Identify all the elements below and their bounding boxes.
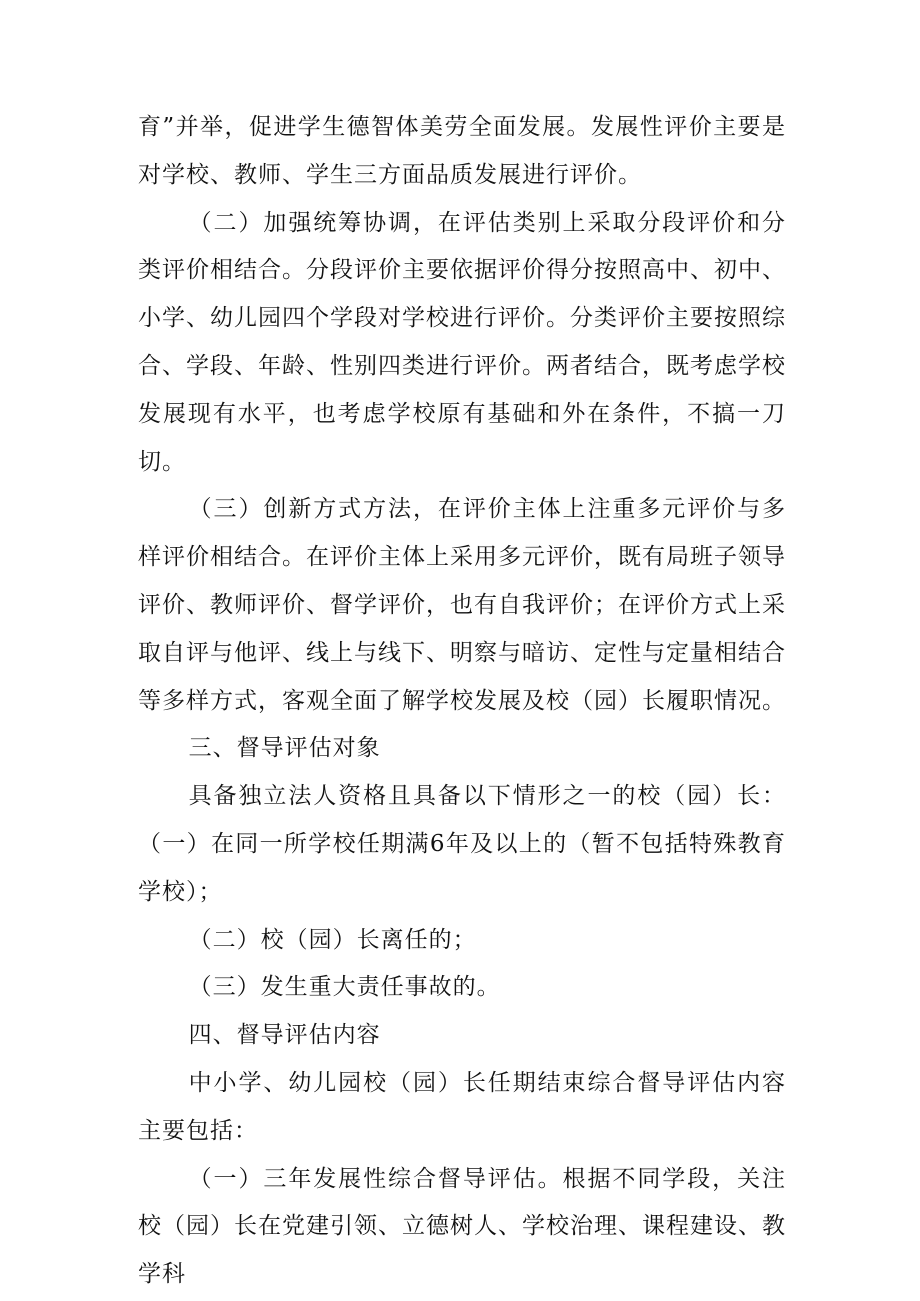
paragraph-eligibility: 具备独立法人资格且具备以下情形之一的校（园）长：（一）在同一所学校任期满6年及以上的（暂不包括特殊教育学校）；	[138, 783, 786, 905]
list-item-accident: （三）发生重大责任事故的。	[188, 974, 501, 1001]
document-body	[138, 104, 786, 1299]
section-heading-content: 四、督导评估内容	[188, 1022, 381, 1049]
paragraph-methods: （三）创新方式方法，在评价主体上注重多元评价与多样评价相结合。在评价主体上采用多元评价，既有局班子领导评价、教师评价、督学评价，也有自我评价；在评价方式上采取自评与他评、线上与线下、明察与暗访、定性与定量相结合等多样方式，客观全面了解学校发展及校（园）长履职情况。	[138, 496, 786, 714]
paragraph-coordination: （二）加强统筹协调，在评估类别上采取分段评价和分类评价相结合。分段评价主要依据评价得分按照高中、初中、小学、幼儿园四个学段对学校进行评价。分类评价主要按照综合、学段、年龄、性别四类进行评价。两者结合，既考虑学校发展现有水平，也考虑学校原有基础和外在条件，不搞一刀切。	[138, 209, 786, 475]
paragraph-continuation: 育”并举，促进学生德智体美劳全面发展。发展性评价主要是对学校、教师、学生三方面品质发展进行评价。	[138, 114, 786, 188]
paragraph-content-intro: 中小学、幼儿园校（园）长任期结束综合督导评估内容主要包括：	[138, 1069, 786, 1144]
section-heading-targets: 三、督导评估对象	[188, 735, 381, 762]
list-item-departure: （二）校（园）长离任的；	[188, 926, 477, 953]
paragraph-three-year-evaluation: （一）三年发展性综合督导评估。根据不同学段，关注校（园）长在党建引领、立德树人、学校治理、课程建设、教学科	[138, 1165, 786, 1288]
